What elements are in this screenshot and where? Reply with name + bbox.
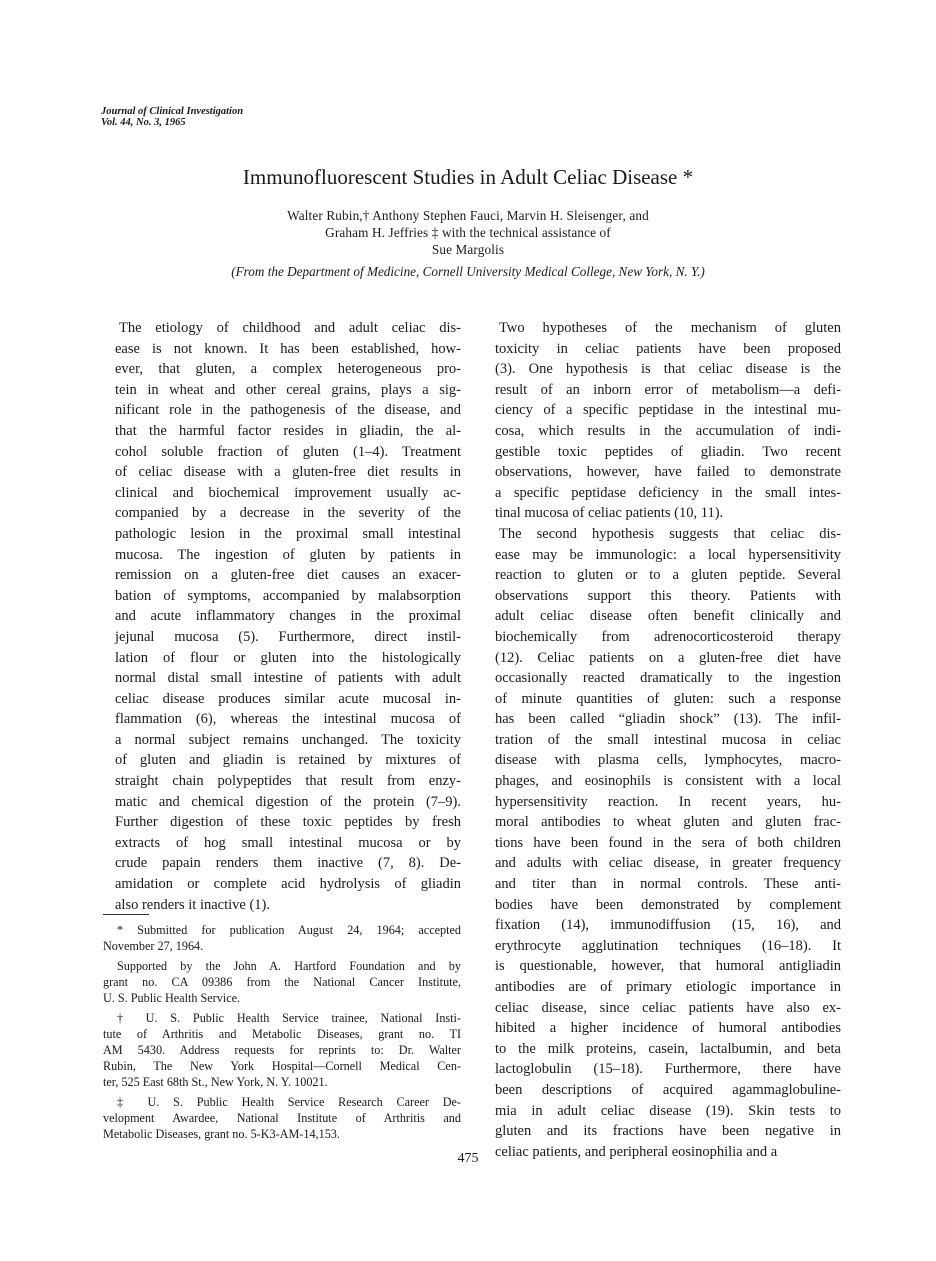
- footnote-line: grant no. CA 09386 from the National Cancer Institute,: [103, 975, 461, 989]
- footnotes: [103, 922, 461, 1142]
- text-line: straight chain polypeptides that result from enzy-: [115, 773, 461, 790]
- text-line: ease may be immunologic: a local hypersensitivity: [495, 546, 841, 563]
- text-line: a normal subject remains unchanged. The toxicity: [115, 731, 461, 748]
- article-title: Immunofluorescent Studies in Adult Celiac Disease *: [242, 165, 694, 189]
- text-line: remission on a gluten-free diet causes an exacer-: [115, 567, 461, 584]
- text-line: mia in adult celiac disease (19). Skin tests to: [495, 1102, 841, 1119]
- text-line: adult celiac disease often benefit clinically and: [495, 608, 841, 625]
- footnote-line: tute of Arthritis and Metabolic Diseases, grant no. TI: [103, 1027, 461, 1041]
- footnote-line: U. S. Public Health Service.: [103, 991, 241, 1005]
- text-line: fixation (14), immunodiffusion (15, 16), and: [495, 917, 841, 934]
- footnote-line: Metabolic Diseases, grant no. 5-K3-AM-14,153.: [103, 1127, 340, 1141]
- text-line: observations support this theory. Patients with: [495, 587, 841, 604]
- page-number: 475: [457, 1151, 479, 1166]
- text-line: and acute inflammatory changes in the proximal: [115, 608, 461, 625]
- text-line: (12). Celiac patients on a gluten-free diet have: [495, 649, 841, 666]
- text-line: gluten and its fractions have been negative in: [495, 1123, 841, 1140]
- footnote-line: November 27, 1964.: [103, 939, 204, 953]
- text-line: Further digestion of these toxic peptides by fresh: [115, 814, 461, 831]
- text-line: companied by a decrease in the severity of the: [115, 505, 461, 522]
- text-line: erythrocyte agglutination techniques (16–18). It: [495, 937, 841, 954]
- text-line: celiac disease, since celiac patients have also ex-: [495, 999, 841, 1016]
- text-line: tions have been found in the sera of both children: [495, 834, 841, 851]
- text-line: clinical and biochemical improvement usually ac-: [115, 484, 461, 501]
- text-line: pathologic lesion in the proximal small intestinal: [115, 525, 461, 542]
- footnote-line: Supported by the John A. Hartford Foundation and by: [117, 959, 461, 973]
- text-line: The second hypothesis suggests that celiac dis-: [499, 525, 841, 542]
- text-line: bodies have been demonstrated by complement: [495, 896, 841, 913]
- text-line: celiac disease produces similar acute mucosal in-: [115, 690, 461, 707]
- author-line: Sue Margolis: [431, 242, 505, 257]
- footnote-line: AM 5430. Address requests for reprints to: Dr. Walter: [103, 1043, 461, 1057]
- text-line: biochemically from adrenocorticosteroid therapy: [495, 628, 841, 645]
- text-line: tration of the small intestinal mucosa in celiac: [495, 731, 841, 748]
- text-line: (3). One hypothesis is that celiac disease is the: [495, 361, 841, 378]
- text-line: gestible toxic peptides of gliadin. Two recent: [495, 443, 841, 460]
- text-line: ciency of a specific peptidase in the intestinal mu-: [495, 402, 841, 419]
- journal-citation: [101, 106, 243, 128]
- text-line: that the harmful factor resides in gliadin, the al-: [115, 422, 461, 439]
- footnote-line: † U. S. Public Health Service trainee, National Insti-: [117, 1011, 461, 1025]
- text-line: lation of flour or gluten into the histologically: [115, 649, 461, 666]
- text-line: extracts of hog small intestinal mucosa or by: [115, 834, 461, 851]
- text-line: a specific peptidase deficiency in the small intes-: [495, 484, 841, 501]
- text-line: ever, that gluten, a complex heterogeneous pro-: [115, 361, 461, 378]
- text-line: phages, and eosinophils is consistent with a local: [495, 773, 841, 790]
- left-column: [115, 318, 461, 915]
- text-line: of celiac disease with a gluten-free diet results in: [115, 464, 461, 481]
- text-line: occasionally reacted dramatically to the ingestion: [495, 670, 841, 687]
- text-line: of minute quantities of gluten: such a response: [495, 690, 841, 707]
- text-line: mucosa. The ingestion of gluten by patients in: [115, 546, 461, 563]
- text-line: bation of symptoms, accompanied by malabsorption: [115, 587, 461, 604]
- text-line: reaction to gluten or to a gluten peptide. Several: [495, 567, 841, 584]
- text-line: and adults with celiac disease, in greater frequency: [495, 855, 841, 872]
- text-line: amidation or complete acid hydrolysis of gliadin: [115, 876, 461, 893]
- text-line: jejunal mucosa (5). Furthermore, direct instil-: [115, 628, 461, 645]
- text-line: to the milk proteins, casein, lactalbumin, and beta: [495, 1040, 841, 1057]
- text-line: observations, however, have failed to demonstrate: [495, 464, 841, 481]
- author-line: Graham H. Jeffries ‡ with the technical assistance of: [325, 225, 611, 240]
- right-column: [495, 318, 841, 1162]
- journal-name: Journal of Clinical Investigation: [101, 106, 244, 117]
- footnote-line: velopment Awardee, National Institute of Arthritis and: [103, 1111, 461, 1125]
- text-line: has been called “gliadin shock” (13). The infil-: [495, 711, 841, 728]
- text-line: matic and chemical digestion of the protein (7–9).: [115, 793, 461, 810]
- author-line: Walter Rubin,† Anthony Stephen Fauci, Marvin H. Sleisenger, and: [287, 208, 649, 223]
- text-line: hibited a higher incidence of humoral antibodies: [495, 1020, 841, 1037]
- footnote-line: * Submitted for publication August 24, 1964; accepted: [117, 923, 461, 937]
- text-line: disease with plasma cells, lymphocytes, macro-: [495, 752, 841, 769]
- text-line: celiac patients, and peripheral eosinophilia and a: [495, 1143, 778, 1160]
- text-line: hypersensitivity reaction. In recent years, hu-: [495, 793, 841, 810]
- text-line: also renders it inactive (1).: [115, 896, 271, 913]
- text-line: flammation (6), whereas the intestinal mucosa of: [115, 711, 461, 728]
- text-line: The etiology of childhood and adult celiac dis-: [119, 320, 461, 336]
- text-line: lactoglobulin (15–18). Furthermore, there have: [495, 1061, 841, 1078]
- footnote-line: ‡ U. S. Public Health Service Research Career De-: [117, 1095, 461, 1109]
- footnote-line: Rubin, The New York Hospital—Cornell Medical Cen-: [103, 1059, 461, 1073]
- text-line: cohol soluble fraction of gluten (1–4). Treatment: [115, 443, 461, 460]
- text-line: ease is not known. It has been established, how-: [115, 340, 461, 357]
- text-line: antibodies are of primary etiologic importance in: [495, 979, 841, 995]
- journal-volume: Vol. 44, No. 3, 1965: [101, 117, 186, 128]
- text-line: result of an inborn error of metabolism—a defi-: [495, 381, 841, 398]
- text-line: Two hypotheses of the mechanism of gluten: [499, 320, 841, 336]
- footnote-line: ter, 525 East 68th St., New York, N. Y. 10021.: [103, 1075, 328, 1089]
- footnote-divider: [103, 914, 149, 915]
- text-line: moral antibodies to wheat gluten and gluten frac-: [495, 814, 841, 831]
- text-line: tein in wheat and other cereal grains, plays a sig-: [115, 381, 461, 398]
- author-block: [0, 207, 936, 258]
- text-line: been descriptions of acquired agammaglobuline-: [495, 1081, 841, 1098]
- text-line: toxicity in celiac patients have been proposed: [495, 340, 841, 357]
- text-line: tinal mucosa of celiac patients (10, 11).: [495, 505, 724, 522]
- text-line: of gluten and gliadin is retained by mixtures of: [115, 752, 461, 769]
- text-line: and titer than in normal controls. These anti-: [495, 876, 841, 893]
- affiliation: (From the Department of Medicine, Cornell University Medical College, New York, N. Y.): [231, 264, 705, 279]
- text-line: normal distal small intestine of patients with adult: [115, 670, 461, 687]
- text-line: crude papain renders them inactive (7, 8). De-: [115, 855, 461, 872]
- text-line: is questionable, however, that humoral antigliadin: [495, 958, 841, 975]
- text-line: cosa, which results in the accumulation of indi-: [495, 422, 841, 439]
- text-line: nificant role in the pathogenesis of the disease, and: [115, 402, 461, 419]
